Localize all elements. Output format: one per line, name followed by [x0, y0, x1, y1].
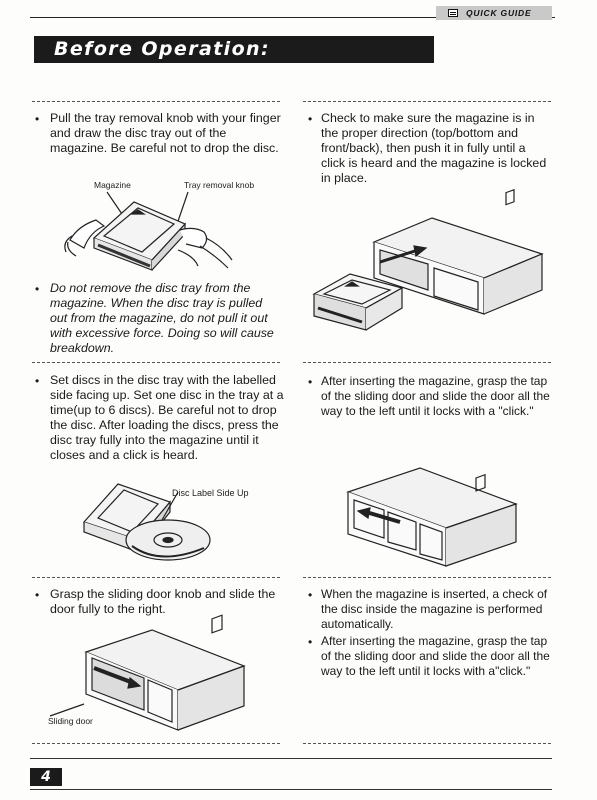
note-automatic-check: When the magazine is inserted, a check of the disc inside the magazine is performed automatically. — [321, 587, 548, 631]
bullet: • — [35, 282, 40, 296]
bullet: • — [308, 588, 313, 602]
caption-sliding-door: Sliding door — [48, 716, 93, 726]
divider — [303, 577, 551, 578]
footer-rule — [30, 758, 552, 759]
instruction-slide-door-left: After inserting the magazine, grasp the tap of the sliding door and slide the door all the way to the left until it locks with a "click." — [321, 374, 550, 418]
bullet: • — [308, 112, 313, 126]
instruction-slide-door-left-repeat: After inserting the magazine, grasp the tap of the sliding door and slide the door all the way to the left until it locks with a"click." — [321, 634, 550, 678]
page-number: 4 — [30, 768, 62, 786]
divider — [32, 743, 280, 744]
warning-text: Do not remove the disc tray from the magazine. When the disc tray is pulled out from the magazine, do not pull it out with excessive force. Doing so will cause breakdown. — [50, 281, 274, 355]
instruction-pull-tray: Pull the tray removal knob with your finger and draw the disc tray out of the magazine. Be careful not to drop the disc. — [50, 111, 281, 155]
book-icon — [448, 9, 458, 17]
quick-guide-badge — [436, 6, 552, 20]
divider — [303, 101, 551, 102]
disc-tray-illustration — [80, 478, 220, 573]
footer-rule-bottom — [30, 789, 552, 790]
quick-guide-label: QUICK GUIDE — [466, 8, 532, 18]
divider — [32, 101, 280, 102]
bullet: • — [308, 635, 313, 649]
page-title: Before Operation: — [34, 36, 434, 63]
tray-removal-illustration — [60, 190, 260, 280]
bullet: • — [35, 374, 40, 388]
divider — [303, 362, 551, 363]
caption-magazine: Magazine — [94, 180, 131, 190]
bullet: • — [35, 588, 40, 602]
bullet: • — [35, 112, 40, 126]
instruction-insert-magazine: Check to make sure the magazine is in the proper direction (top/bottom and front/back), then push it in fully until a click is heard and the magazine is locked in place. — [321, 111, 547, 185]
bullet: • — [308, 375, 313, 389]
caption-disc-label: Disc Label Side Up — [172, 488, 249, 498]
divider — [32, 362, 280, 363]
insert-magazine-illustration — [310, 212, 550, 334]
caption-tray-knob: Tray removal knob — [184, 180, 255, 190]
instruction-slide-door-right: Grasp the sliding door knob and slide the door fully to the right. — [50, 587, 276, 616]
divider — [303, 743, 551, 744]
door-closed-illustration — [344, 466, 544, 566]
divider — [32, 577, 280, 578]
sliding-door-illustration — [44, 628, 254, 728]
instruction-set-discs: Set discs in the disc tray with the labelled side facing up. Set one disc in the tray at a time(up to 6 discs). Be careful not to drop the disc. After loading the discs, press the disc tray fully into the magazine until it closes and a click is heard. — [50, 373, 284, 462]
